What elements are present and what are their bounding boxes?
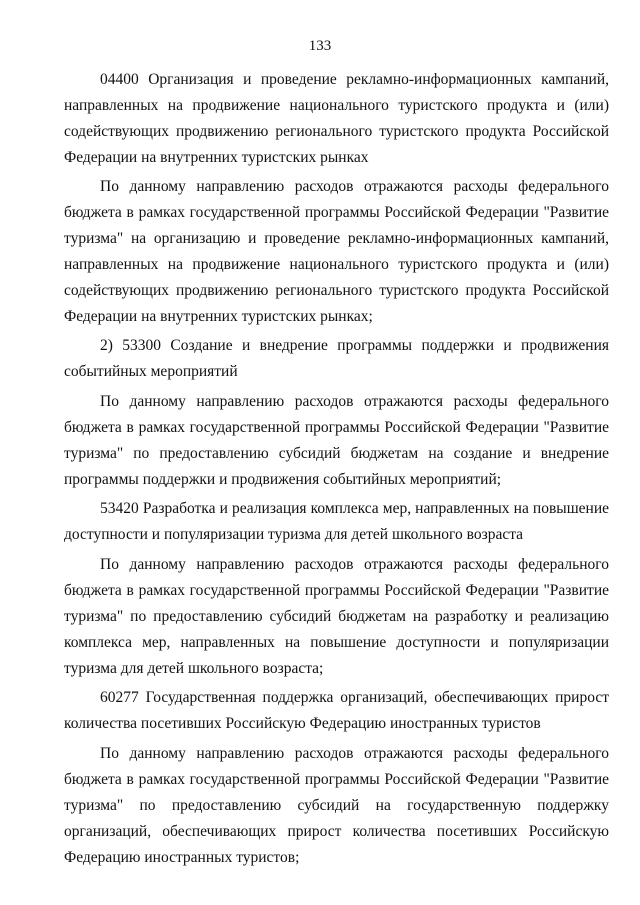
section-heading-60277: 60277 Государственная поддержка организаций, обеспечивающих прирост количества посетивших Российскую Федерацию иностранных туристов <box>64 689 609 732</box>
paragraph-04400-description: По данному направлению расходов отражаются расходы федерального бюджета в рамках государственной программы Российской Федерации "Развитие туризма" на организацию и проведение рекламно-информационных кампаний, направленных на продвижение национального туристского продукта и (или) содействующих продвижению регионального туристского продукта Российской Федерации на внутренних туристских рынках; <box>64 178 609 325</box>
section-heading-53300: 2) 53300 Создание и внедрение программы поддержки и продвижения событийных мероприятий <box>64 337 609 380</box>
section-heading-53420: 53420 Разработка и реализация комплекса мер, направленных на повышение доступности и популяризации туризма для детей школьного возраста <box>64 500 609 543</box>
paragraph-60277-description: По данному направлению расходов отражаются расходы федерального бюджета в рамках государственной программы Российской Федерации "Развитие туризма" по предоставлению субсидий на государственную поддержку организаций, обеспечивающих прирост количества посетивших Российскую Федерацию иностранных туристов; <box>64 745 609 866</box>
document-body <box>64 67 609 874</box>
section-heading-04400: 04400 Организация и проведение рекламно-информационных кампаний, направленных на продвижение национального туристского продукта и (или) содействующих продвижению регионального туристского продукта Российской Федерации на внутренних туристских рынках <box>64 71 609 166</box>
page-number: 133 <box>308 38 332 54</box>
paragraph-53420-description: По данному направлению расходов отражаются расходы федерального бюджета в рамках государственной программы Российской Федерации "Развитие туризма" по предоставлению субсидий бюджетам на разработку и реализацию комплекса мер, направленных на повышение доступности и популяризации туризма для детей школьного возраста; <box>64 556 609 677</box>
paragraph-53300-description: По данному направлению расходов отражаются расходы федерального бюджета в рамках государственной программы Российской Федерации "Развитие туризма" по предоставлению субсидий бюджетам на создание и внедрение программы поддержки и продвижения событийных мероприятий; <box>64 393 609 488</box>
